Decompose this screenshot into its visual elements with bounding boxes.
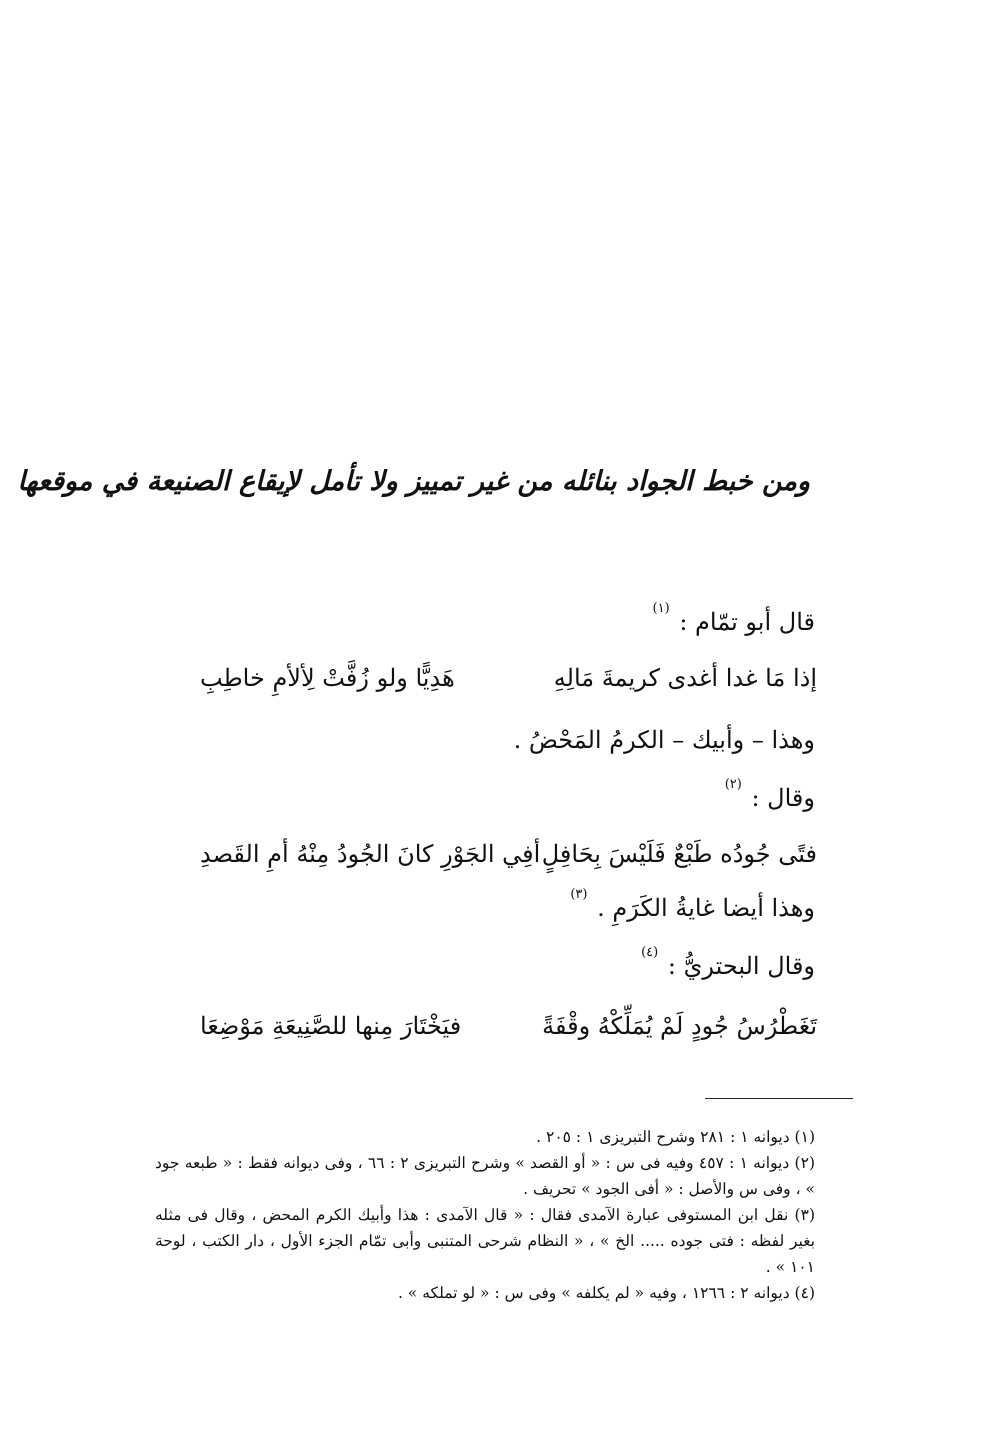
footnote-3: (٣) نقل ابن المستوفى عبارة الآمدى فقال : « قال الآمدى : هذا وأبيك الكرم المحض ، وقال فى مثله بغير لفظه : فتى جوده ..... الخ » ، « النظام شرحى المتنبى وأبى تمّام الجزء الأول ، دار الكتب ، لوحة ١٠١ » . [155,1206,815,1276]
footnotes [155,1124,855,1306]
footnote-2: (٢) ديوانه ١ : ٤٥٧ وفيه فى س : « أو القصد » وشرح التبريزى ٢ : ٦٦ ، وفى ديوانه فقط : « طبعه جود » ، وفى س والأصل : « أفى الجود » تحريف . [155,1154,815,1198]
verse-1-second-hemistich: هَدِيًّا ولو زُفَّتْ لِألأمِ خاطِبِ [200,664,455,692]
note-marker-3: (٣) [570,887,588,902]
intro-line-3 [723,777,815,812]
verse-3-first-hemistich: تَغَطْرُسُ جُودٍ لَمْ يُمَلِّكْهُ وقْفَةً [542,1012,817,1040]
note-marker-2: (٢) [724,777,742,792]
footnote-1: (١) ديوانه ١ : ٢٨١ وشرح التبريزى ١ : ٢٠٥ . [536,1128,815,1146]
verse-2-first-hemistich: فتًى جُودُه طَبْعٌ فَلَيْسَ بِحَافِلٍ [541,840,817,868]
intro-line-4 [568,887,815,922]
intro-line-2 [514,726,815,754]
section-heading: ومن خبط الجواد بنائله من غير تمييز ولا تأمل لإيقاع الصنيعة في موقعها [17,466,810,497]
intro-line-5-text: وقال البحتريُّ : [667,952,815,980]
intro-line-3-text: وقال : [751,784,815,812]
intro-line-4-text: وهذا أيضا غايةُ الكَرَمِ . [597,894,815,922]
note-marker-4: (٤) [641,945,659,960]
verse-2-second-hemistich: أفِي الجَوْرِ كانَ الجُودُ مِنْهُ أمِ القَصدِ [200,840,541,868]
note-marker-1: (١) [652,601,670,616]
verse-1-first-hemistich: إذا مَا غدا أغدى كريمةَ مَالِهِ [553,664,817,692]
footnote-divider [705,1098,853,1099]
verse-3-second-hemistich: فيَخْتَارَ مِنها للصَّنِيعَةِ مَوْضِعَا [200,1012,462,1040]
intro-line-5 [639,945,815,980]
intro-line-2-text: وهذا – وأبيك – الكرمُ المَحْضُ . [513,726,815,754]
intro-line-1 [651,601,815,636]
intro-line-1-text: قال أبو تمّام : [679,608,815,636]
footnote-4: (٤) ديوانه ٢ : ١٢٦٦ ، وفيه « لم يكلفه » وفى س : « لو تملكه » . [397,1284,815,1302]
